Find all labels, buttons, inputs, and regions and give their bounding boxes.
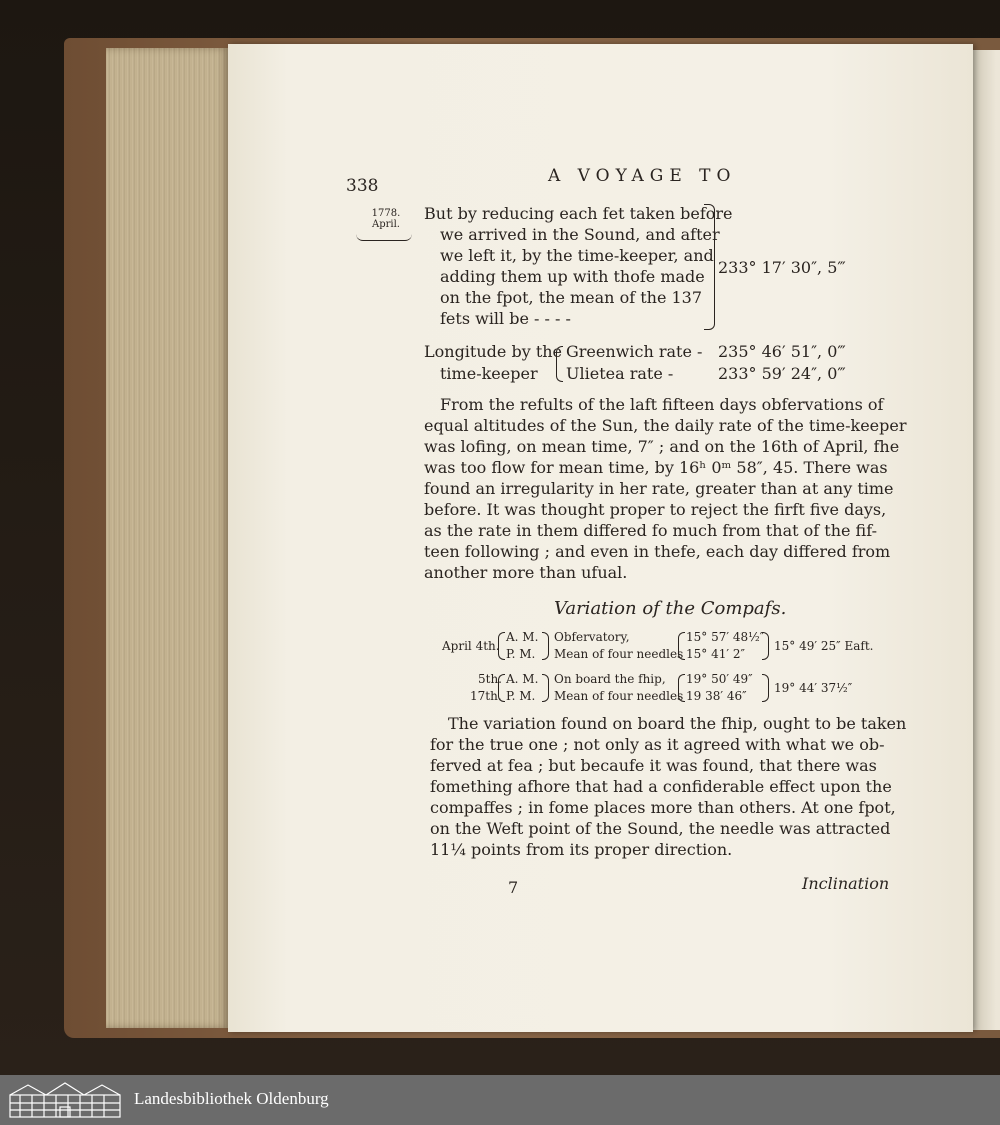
ulietea-label: Ulietea rate - [566, 364, 674, 383]
var1-mean: Mean of four needles [554, 647, 684, 661]
block1-brace [704, 204, 715, 330]
para1-line: as the rate in them differed fo much from that of the fif- [424, 521, 877, 540]
var2-obs: On board the fhip, [554, 672, 666, 686]
var1-brace-open [498, 632, 505, 660]
var1-am: A. M. [506, 630, 539, 644]
para2-line: compaffes ; in fome places more than others. At one fpot, [430, 798, 896, 817]
var2-date-2: 17th. [470, 689, 502, 703]
book-page [228, 44, 973, 1032]
var2-value-brace-close [762, 674, 769, 702]
var2-brace-close [542, 674, 549, 702]
signature-mark: 7 [508, 878, 519, 897]
var2-brace-open [498, 674, 505, 702]
section-heading: Variation of the Compafs. [554, 598, 787, 619]
running-head: A VOYAGE TO [548, 166, 737, 186]
var2-value-brace [678, 674, 685, 702]
block1-line: adding them up with thofe made [440, 267, 705, 286]
page-number: 338 [346, 176, 379, 196]
margin-note [368, 208, 404, 230]
block1-line: fets will be - - - - [440, 309, 571, 328]
catchword: Inclination [802, 874, 890, 893]
para1-line: was lofing, on mean time, 7″ ; and on the 16th of April, fhe [424, 437, 900, 456]
greenwich-value: 235° 46′ 51″, 0‴ [718, 342, 846, 361]
block1-line: on the fpot, the mean of the 137 [440, 288, 703, 307]
var2-pm: P. M. [506, 689, 536, 703]
var1-brace-close [542, 632, 549, 660]
footer-bar [0, 1075, 1000, 1125]
block1-line: we left it, by the time-keeper, and [440, 246, 714, 265]
var1-pm: P. M. [506, 647, 536, 661]
para2-line: on the Weft point of the Sound, the needle was attracted [430, 819, 891, 838]
para2-line: for the true one ; not only as it agreed with what we ob- [430, 735, 885, 754]
var1-result: 15° 49′ 25″ Eaft. [774, 639, 874, 653]
para2-line: fomething afhore that had a confiderable effect upon the [430, 777, 892, 796]
para1-line: equal altitudes of the Sun, the daily rate of the time-keeper [424, 416, 907, 435]
facing-page-edge [972, 50, 1000, 1030]
var1-value-1: 15° 57′ 48½″ [686, 630, 765, 644]
var1-obs: Obfervatory, [554, 630, 630, 644]
var2-value-1: 19° 50′ 49″ [686, 672, 753, 686]
longitude-brace [556, 346, 563, 382]
var1-value-2: 15° 41′ 2″ [686, 647, 746, 661]
longitude-label-2: time-keeper [440, 364, 538, 383]
greenwich-label: Greenwich rate - [566, 342, 703, 361]
para1-line: before. It was thought proper to reject the firft five days, [424, 500, 887, 519]
para2-line: The variation found on board the fhip, ought to be taken [448, 714, 907, 733]
block1-line: But by reducing each fet taken before [424, 204, 733, 223]
para1-line: found an irregularity in her rate, greater than at any time [424, 479, 894, 498]
page-edges [106, 48, 230, 1028]
var1-date: April 4th. [442, 639, 500, 653]
var2-am: A. M. [506, 672, 539, 686]
var2-mean: Mean of four needles [554, 689, 684, 703]
margin-year: 1778. [371, 208, 401, 219]
block1-value: 233° 17′ 30″, 5‴ [718, 258, 846, 277]
var1-value-brace [678, 632, 685, 660]
para1-line: another more than ufual. [424, 563, 628, 582]
para2-line: 11¼ points from its proper direction. [430, 840, 733, 859]
block1-line: we arrived in the Sound, and after [440, 225, 720, 244]
para1-line: From the refults of the laft fifteen days obfervations of [440, 395, 884, 414]
para1-line: was too flow for mean time, by 16ʰ 0ᵐ 58″, 45. There was [424, 458, 888, 477]
var2-date-1: 5th. [478, 672, 502, 686]
var1-value-brace-close [762, 632, 769, 660]
para2-line: ferved at fea ; but becaufe it was found, that there was [430, 756, 877, 775]
margin-brace [356, 234, 412, 241]
ulietea-value: 233° 59′ 24″, 0‴ [718, 364, 846, 383]
library-building-icon [8, 1081, 122, 1119]
margin-month: April. [372, 219, 400, 230]
library-name[interactable]: Landesbibliothek Oldenburg [134, 1089, 329, 1108]
longitude-label: Longitude by the [424, 342, 563, 361]
var2-result: 19° 44′ 37½″ [774, 681, 853, 695]
var2-value-2: 19 38′ 46″ [686, 689, 747, 703]
para1-line: teen following ; and even in thefe, each day differed from [424, 542, 891, 561]
